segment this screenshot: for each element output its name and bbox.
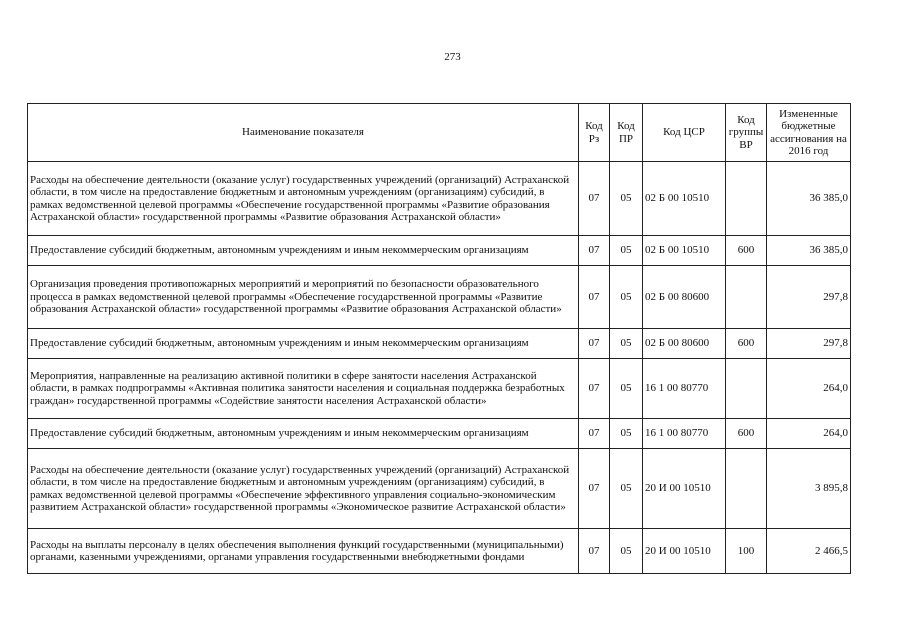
table-row [28, 419, 851, 449]
row-amount: 2 466,5 [767, 529, 851, 574]
header-amount: Измененные бюджетные ассигнования на 2016 год [767, 104, 851, 162]
row-vr [726, 449, 767, 529]
row-pr: 05 [610, 329, 643, 359]
budget-table [27, 103, 851, 574]
row-vr: 600 [726, 329, 767, 359]
row-vr [726, 359, 767, 419]
page-number: 273 [444, 51, 461, 63]
row-csr: 20 И 00 10510 [643, 449, 726, 529]
row-amount: 297,8 [767, 266, 851, 329]
table-row [28, 329, 851, 359]
header-vr: Код группы ВР [726, 104, 767, 162]
row-rz: 07 [579, 329, 610, 359]
row-pr: 05 [610, 162, 643, 236]
row-rz: 07 [579, 529, 610, 574]
row-amount: 36 385,0 [767, 162, 851, 236]
row-name: Мероприятия, направленные на реализацию активной политики в сфере занятости населения Астраханской области, в рамках подпрограммы «Активная политика занятости населения и социальная поддержка безработных граждан» государственной программы «Содействие занятости населения Астраханской области» [28, 359, 579, 419]
row-rz: 07 [579, 449, 610, 529]
header-pr: Код ПР [610, 104, 643, 162]
row-csr: 16 1 00 80770 [643, 419, 726, 449]
row-rz: 07 [579, 359, 610, 419]
row-rz: 07 [579, 236, 610, 266]
row-amount: 264,0 [767, 359, 851, 419]
table-row [28, 236, 851, 266]
row-amount: 36 385,0 [767, 236, 851, 266]
row-name: Расходы на обеспечение деятельности (оказание услуг) государственных учреждений (организаций) Астраханской области, в том числе на предоставление бюджетным и автономным учреждениям (организациям) субсидий, в рамках ведомственной целевой программы «Обеспечение государственной программы «Развитие образования Астраханской области» государственной программы «Развитие образования Астраханской области» [28, 162, 579, 236]
row-rz: 07 [579, 266, 610, 329]
row-name: Предоставление субсидий бюджетным, автономным учреждениям и иным некоммерческим организациям [28, 329, 579, 359]
table-row [28, 359, 851, 419]
table-row [28, 529, 851, 574]
row-name: Расходы на выплаты персоналу в целях обеспечения выполнения функций государственными (муниципальными) органами, казенными учреждениями, органами управления государственными внебюджетными фондами [28, 529, 579, 574]
table-row [28, 449, 851, 529]
header-rz: Код Рз [579, 104, 610, 162]
row-csr: 02 Б 00 80600 [643, 266, 726, 329]
row-rz: 07 [579, 162, 610, 236]
row-csr: 02 Б 00 10510 [643, 162, 726, 236]
row-pr: 05 [610, 359, 643, 419]
row-pr: 05 [610, 266, 643, 329]
row-csr: 02 Б 00 10510 [643, 236, 726, 266]
row-vr: 600 [726, 419, 767, 449]
row-name: Предоставление субсидий бюджетным, автономным учреждениям и иным некоммерческим организациям [28, 236, 579, 266]
row-pr: 05 [610, 419, 643, 449]
row-name: Организация проведения противопожарных мероприятий и мероприятий по безопасности образовательного процесса в рамках ведомственной целевой программы «Обеспечение государственной программы «Развитие образования Астраханской области» государственной программы «Развитие образования Астраханской области» [28, 266, 579, 329]
row-pr: 05 [610, 529, 643, 574]
row-vr [726, 162, 767, 236]
header-name: Наименование показателя [28, 104, 579, 162]
row-csr: 16 1 00 80770 [643, 359, 726, 419]
row-amount: 3 895,8 [767, 449, 851, 529]
row-vr: 100 [726, 529, 767, 574]
table-row [28, 266, 851, 329]
row-name: Предоставление субсидий бюджетным, автономным учреждениям и иным некоммерческим организациям [28, 419, 579, 449]
header-csr: Код ЦСР [643, 104, 726, 162]
row-amount: 264,0 [767, 419, 851, 449]
row-vr [726, 266, 767, 329]
row-csr: 02 Б 00 80600 [643, 329, 726, 359]
table-row [28, 162, 851, 236]
table-header-row [28, 104, 851, 162]
row-rz: 07 [579, 419, 610, 449]
row-name: Расходы на обеспечение деятельности (оказание услуг) государственных учреждений (организаций) Астраханской области, в том числе на предоставление бюджетным и автономным учреждениям (организациям) субсидий, в рамках ведомственной целевой программы «Обеспечение эффективного управления социально-экономическим развитием Астраханской области» государственной программы «Экономическое развитие Астраханской области» [28, 449, 579, 529]
row-csr: 20 И 00 10510 [643, 529, 726, 574]
row-pr: 05 [610, 449, 643, 529]
row-amount: 297,8 [767, 329, 851, 359]
row-vr: 600 [726, 236, 767, 266]
row-pr: 05 [610, 236, 643, 266]
